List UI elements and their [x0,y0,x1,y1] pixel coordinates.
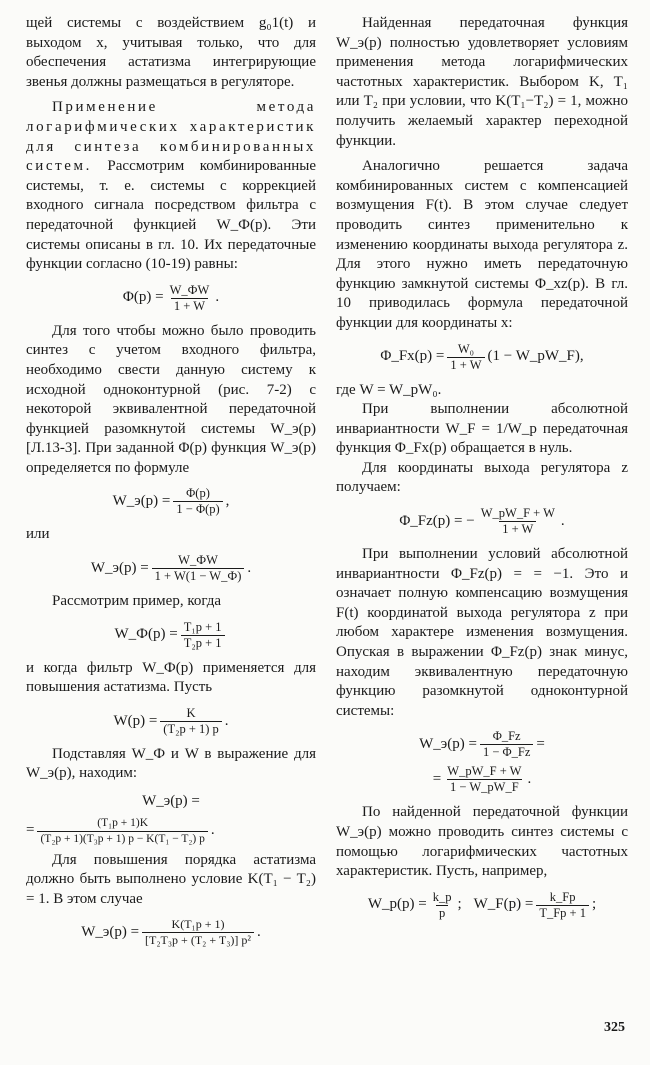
equation-wp-wf: W_p(p) = $\frac{k\_p}{p}$ ; W_F(p) = $\frac{k\_Fp}{T\_Fp + 1}$ ; [367,889,597,920]
equation-we-r1: W_э(p) = $\frac{\Phi\_Fz}{1 - \Phi\_Fz}$ = [419,729,545,760]
eq-lhs: W_p(p) = [367,896,427,913]
right-paragraph-5: Для координаты выхода регулятора z получаем: [336,459,628,496]
page-number: 325 [604,1020,625,1035]
equation-wf [26,620,316,651]
right-column [336,14,628,929]
or-word: или [26,526,50,543]
eq-fraction: $\frac{W\_ФW}{1 + W}$ [169,282,210,313]
eq-lhs: W_Ф(p) = [114,626,178,643]
eq-fraction: $\frac{\text{(T₁p + 1)K}}{\text{(T₂p + 1)(T₃p + 1) p − K(T₁ − T₂) p}}$ [37,816,207,847]
equation-we-3-line1 [26,792,316,812]
eq-fraction: $\frac{W\_pW\_F + W}{1 - W\_pW\_F}$ [447,764,522,795]
right-paragraph-7: По найденной передаточной функции W_э(p) можно проводить синтез системы с помощью логарифмических частотных характеристик. Пусть, например, [336,804,628,880]
left-paragraph-4: Рассмотрим пример, когда [52,593,222,610]
eq-fraction: $\frac{k\_Fp}{T\_Fp + 1}$ [536,890,589,921]
right-paragraph-6: При выполнении условий абсолютной инвариантности Φ_Fz(p) = = −1. Это и означает полную компенсацию возмущения F(t) координатой выхода регулятора z при любом характере изменения возмущения. Опуская в выражении Φ_Fz(p) знак минус, находим эквивалентную передаточную функцию разомкнутой одноконтурной системы: [336,546,628,719]
left-column [26,14,316,956]
equation-we-2: W_э(p) = $\frac{W\_ФW}{1 + W(1 - W\_Ф)}$ . [90,553,252,584]
eq-lhs: W(p) = [113,712,158,729]
left-paragraph-5: и когда фильтр W_Ф(p) применяется для повышения астатизма. Пусть [26,659,316,696]
equation-we-r2: = $\frac{W\_pW\_F + W}{1 - W\_pW\_F}$ . [432,764,532,795]
left-paragraph-2-body: Рассмотрим комбинированные системы, т. е. системы с коррекцией входного сигнала посредством фильтра с передаточной функцией W_Ф(p). Эти системы описаны в гл. 10. Их передаточные функции согласно (10-19) равны: [26,158,316,273]
eq-fraction: $\frac{\Phi(p)}{1 - \Phi(p)}$ [173,486,222,517]
eq-fraction: $\frac{\text{T₁p + 1}}{\text{T₂p + 1}}$ [181,620,225,651]
left-paragraph-2 [26,98,316,274]
right-paragraph-1: Найденная передаточная функция W_э(p) полностью удовлетворяет условиям применения метода логарифмических частотных характеристик. Выбором K, T₁ или T₂ при условии, что K(T₁−T₂) = 1, можно получить желаемый характер переходной функции. [336,15,628,149]
eq-fraction: $\frac{K}{\text{(T₂p + 1) p}}$ [160,706,222,737]
left-paragraph-6: Подставляя W_Ф и W в выражение для W_э(p), находим: [26,745,316,782]
eq-fraction: $\frac{\text{W₀}}{1 + W}$ [447,342,484,373]
equation-phi-fx: Φ_Fx(p) = $\frac{\text{W₀}}{1 + W}$ (1 − W_pW_F), [380,341,584,372]
eq-lhs: Φ_Fz(p) = − [399,512,475,529]
right-paragraph-2: Аналогично решается задача комбинированных систем с компенсацией возмущения F(t). В этом случае следует проводить синтез применительно к изменению координаты выхода регулятора z. Для этого нужно иметь передаточную функцию замкнутой системы Φ_xz(p). В гл. 10 приводилась формула передаточной функции для координаты x: [336,158,628,331]
equation-phi: Φ(p) = $\frac{W\_ФW}{1 + W}$ . [122,282,220,313]
eq-lhs: W_э(p) = [81,924,140,941]
equation-we-1: W_э(p) = $\frac{\Phi(p)}{1 - \Phi(p)}$ , [112,486,230,517]
equation-we-4: W_э(p) = $\frac{\text{K(T₁p + 1)}}{\text{[T₂T₃p + (T₂ + T₃)] p²}}$ . [81,917,261,948]
right-paragraph-3: где W = W_pW₀. [336,381,442,398]
eq-lhs: W_э(p) = [112,493,171,510]
eq-fraction: $\frac{\Phi\_Fz}{1 - \Phi\_Fz}$ [480,729,533,760]
eq-fraction: $\frac{k\_p}{p}$ [432,889,452,920]
eq-lhs: Φ_Fx(p) = [380,348,445,365]
eq-lhs: W_э(p) = [142,793,200,810]
equation-phi-fz: Φ_Fz(p) = − $\frac{W\_pW\_F + W}{1 + W}$ . [399,506,565,537]
eq-fraction: $\frac{W\_ФW}{1 + W(1 - W\_Ф)}$ [152,553,245,584]
eq-fraction: $\frac{\text{K(T₁p + 1)}}{\text{[T₂T₃p + (T₂ + T₃)] p²}}$ [142,917,254,948]
left-paragraph-3: Для того чтобы можно было проводить синтез с учетом входного фильтра, необходимо свести данную систему к исходной одноконтурной (рис. 7-2) с некоторой эквивалентной передаточной функцией разомкнутой системы W_э(p) [Л.13-3]. При заданной Φ(p) функция W_э(p) определяется по формуле [26,322,316,476]
eq-lhs: W_э(p) = [90,559,149,576]
equation-w: W(p) = $\frac{K}{\text{(T₂p + 1) p}}$ . [113,705,229,736]
left-paragraph-7: Для повышения порядка астатизма должно быть выполнено условие K(T₁ − T₂) = 1. В этом случае [26,851,316,907]
eq-lhs: W_F(p) = [473,896,534,913]
eq-lhs: W_э(p) = [419,736,477,753]
right-paragraph-4: При выполнении абсолютной инвариантности W_F = 1/W_p передаточная функция Φ_Fx(p) обращается в нуль. [336,401,628,457]
section-run-in-heading: Применение метода логарифмических характеристик для синтеза комбинированных систем. [26,99,316,175]
eq-fraction: $\frac{W\_pW\_F + W}{1 + W}$ [480,506,555,537]
equation-we-3-line2: = $\frac{\text{(T₁p + 1)K}}{\text{(T₂p + 1)(T₃p + 1) p − K(T₁ − T₂) p}}$ . [26,816,215,845]
left-paragraph-1: щей системы с воздействием g₀1(t) и выходом x, учитывая только, что для обеспечения астатизма интегрирующие звенья должны размещаться в регуляторе. [26,15,316,90]
eq-lhs: Φ(p) = [122,289,164,306]
